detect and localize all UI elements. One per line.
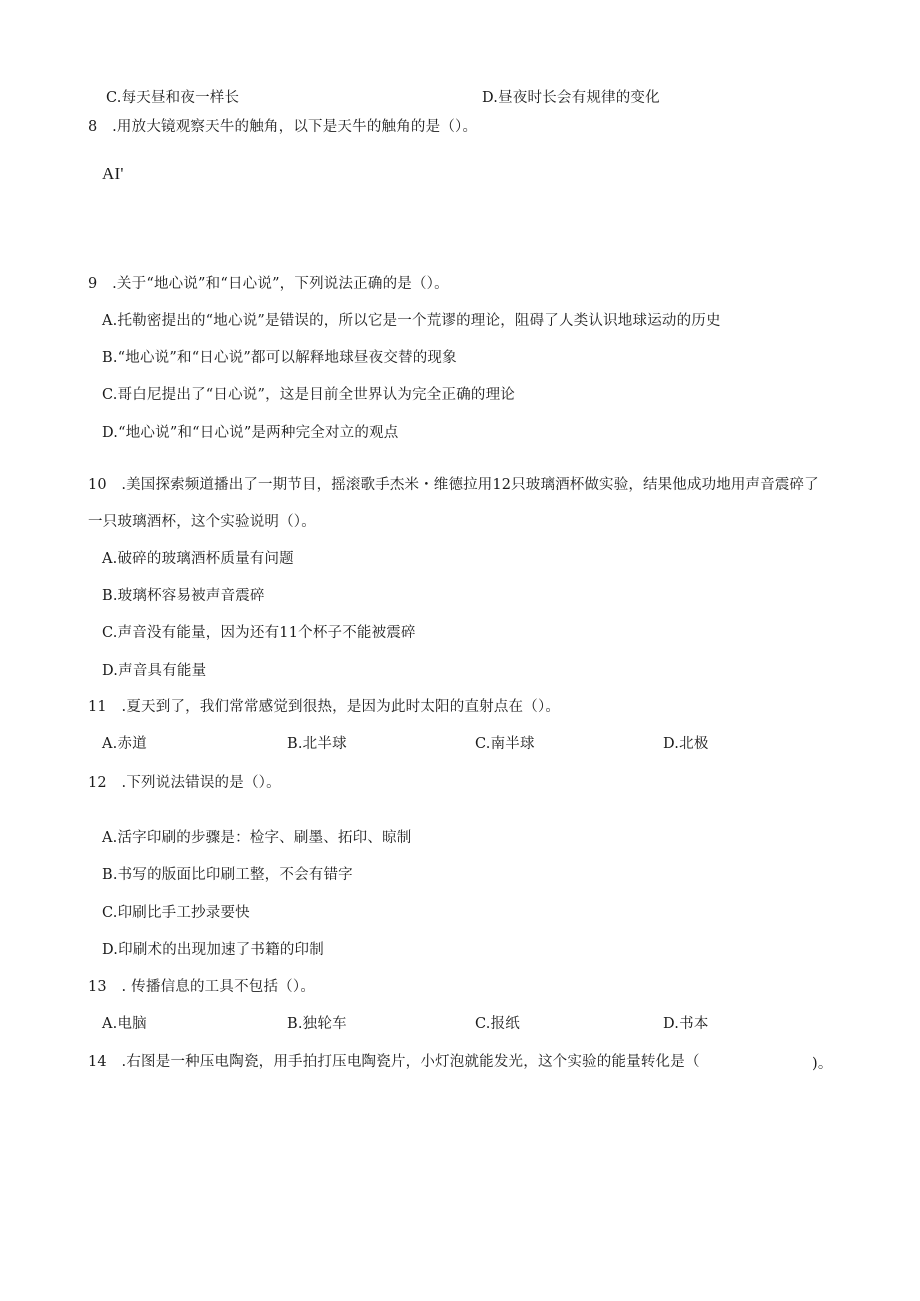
q11-stem: 11 .夏天到了，我们常常感觉到很热，是因为此时太阳的直射点在（）。 (88, 699, 561, 715)
q14-stem-end: )。 (812, 1056, 833, 1072)
q9-option-c: C.哥白尼提出了“日心说”，这是目前全世界认为完全正确的理论 (102, 387, 516, 403)
q13-option-b: B.独轮车 (287, 1016, 347, 1032)
q12-option-c: C.印刷比手工抄录要快 (102, 905, 250, 921)
q11-option-d: D.北极 (663, 736, 709, 752)
q10-option-c: C.声音没有能量，因为还有11个杯子不能被震碎 (102, 625, 416, 641)
q12-option-d: D.印刷术的出现加速了书籍的印制 (102, 942, 324, 958)
q13-option-d: D.书本 (663, 1016, 709, 1032)
q13-stem: 13 . 传播信息的工具不包括（）。 (88, 979, 316, 995)
q10-stem-line1: 10 .美国探索频道播出了一期节目，摇滚歌手杰米・维德拉用12只玻璃酒杯做实验，结果他成功地用声音震碎了 (88, 477, 819, 493)
q11-option-a: A.赤道 (102, 736, 147, 752)
q10-stem-line2: 一只玻璃酒杯，这个实验说明（）。 (88, 514, 316, 530)
q9-stem: 9 .关于“地心说”和“日心说”，下列说法正确的是（）。 (88, 276, 449, 292)
q10-option-d: D.声音具有能量 (102, 663, 207, 679)
q13-option-c: C.报纸 (475, 1016, 520, 1032)
q12-option-a: A.活字印刷的步骤是：检字、刷墨、拓印、晾制 (102, 830, 412, 846)
q12-stem: 12 .下列说法错误的是（）。 (88, 775, 281, 791)
q11-option-c: C.南半球 (475, 736, 535, 752)
q13-option-a: A.电脑 (102, 1016, 147, 1032)
q7-option-d: D.昼夜时长会有规律的变化 (482, 90, 660, 106)
q10-option-a: A.破碎的玻璃酒杯质量有问题 (102, 551, 294, 567)
q14-stem: 14 .右图是一种压电陶瓷，用手拍打压电陶瓷片，小灯泡就能发光，这个实验的能量转化是（ (88, 1054, 700, 1070)
q8-stem: 8 .用放大镜观察天牛的触角，以下是天牛的触角的是（）。 (88, 119, 478, 135)
q9-option-b: B.“地心说”和“日心说”都可以解释地球昼夜交替的现象 (102, 350, 457, 366)
q7-option-c: C.每天昼和夜一样长 (106, 90, 240, 106)
q8-image-label: AI' (102, 164, 124, 183)
q10-option-b: B.玻璃杯容易被声音震碎 (102, 588, 265, 604)
q11-option-b: B.北半球 (287, 736, 347, 752)
q9-option-a: A.托勒密提出的“地心说”是错误的，所以它是一个荒谬的理论，阻碍了人类认识地球运动的历史 (102, 313, 721, 329)
q9-option-d: D.“地心说”和“日心说”是两种完全对立的观点 (102, 425, 399, 441)
q12-option-b: B.书写的版面比印刷工整，不会有错字 (102, 867, 353, 883)
